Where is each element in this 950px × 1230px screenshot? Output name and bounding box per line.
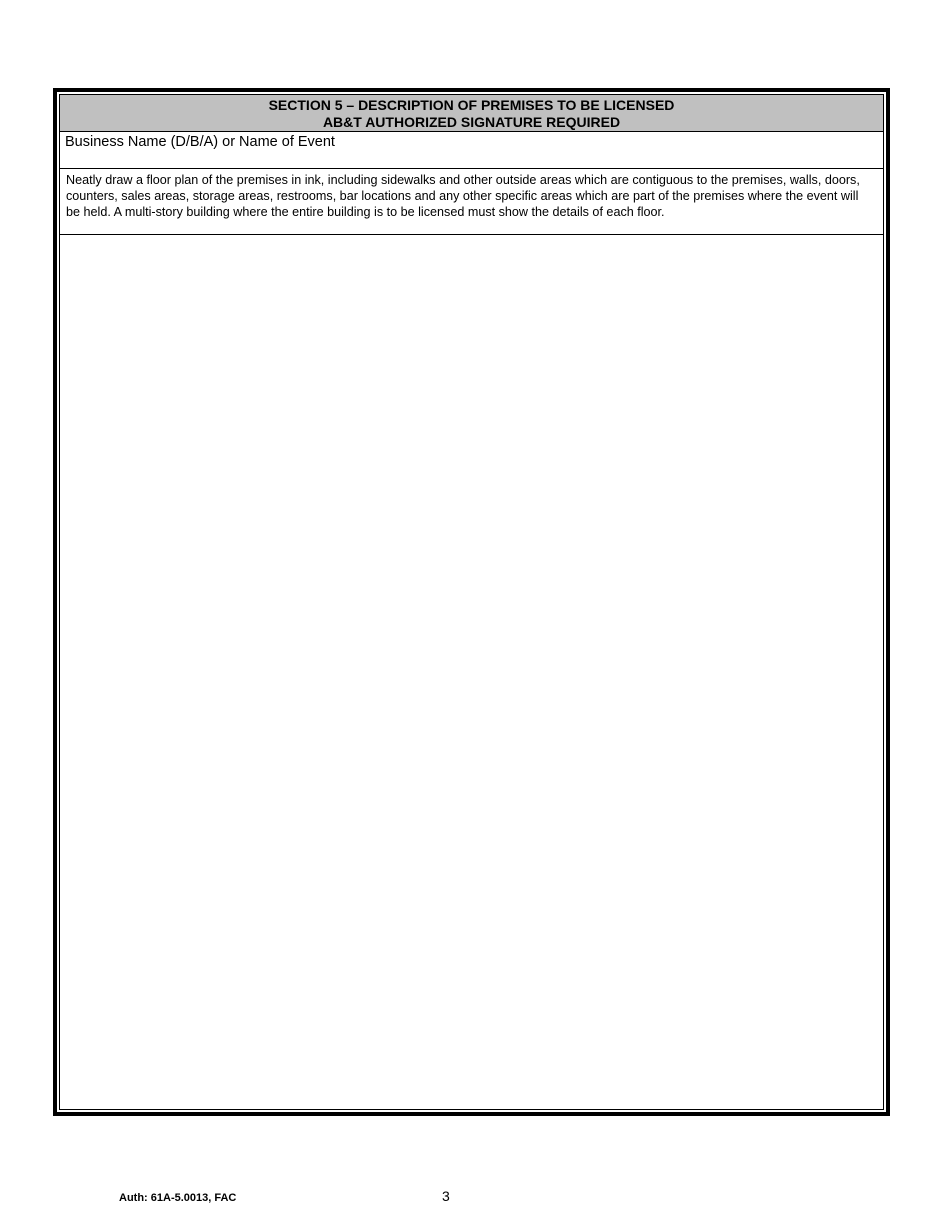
section-header (60, 95, 883, 132)
business-name-label: Business Name (D/B/A) or Name of Event (65, 134, 335, 150)
business-name-field[interactable] (60, 132, 883, 169)
section-title: SECTION 5 – DESCRIPTION OF PREMISES TO BE LICENSED (268, 97, 675, 113)
floor-plan-drawing-area[interactable] (60, 235, 883, 1109)
floor-plan-instructions: Neatly draw a floor plan of the premises in ink, including sidewalks and other outside areas which are contiguous to the premises, walls, doors, counters, sales areas, storage areas, restrooms, bar locations and any other specific areas which are part of the premises where the event will be held. A multi-story building where the entire building is to be licensed must show the details of each floor. (60, 169, 883, 235)
page-number: 3 (442, 1188, 450, 1204)
footer-authority: Auth: 61A-5.0013, FAC (119, 1192, 237, 1204)
form-inner-border (59, 94, 884, 1110)
section-subtitle: AB&T AUTHORIZED SIGNATURE REQUIRED (322, 114, 621, 130)
premises-form (53, 88, 890, 1116)
